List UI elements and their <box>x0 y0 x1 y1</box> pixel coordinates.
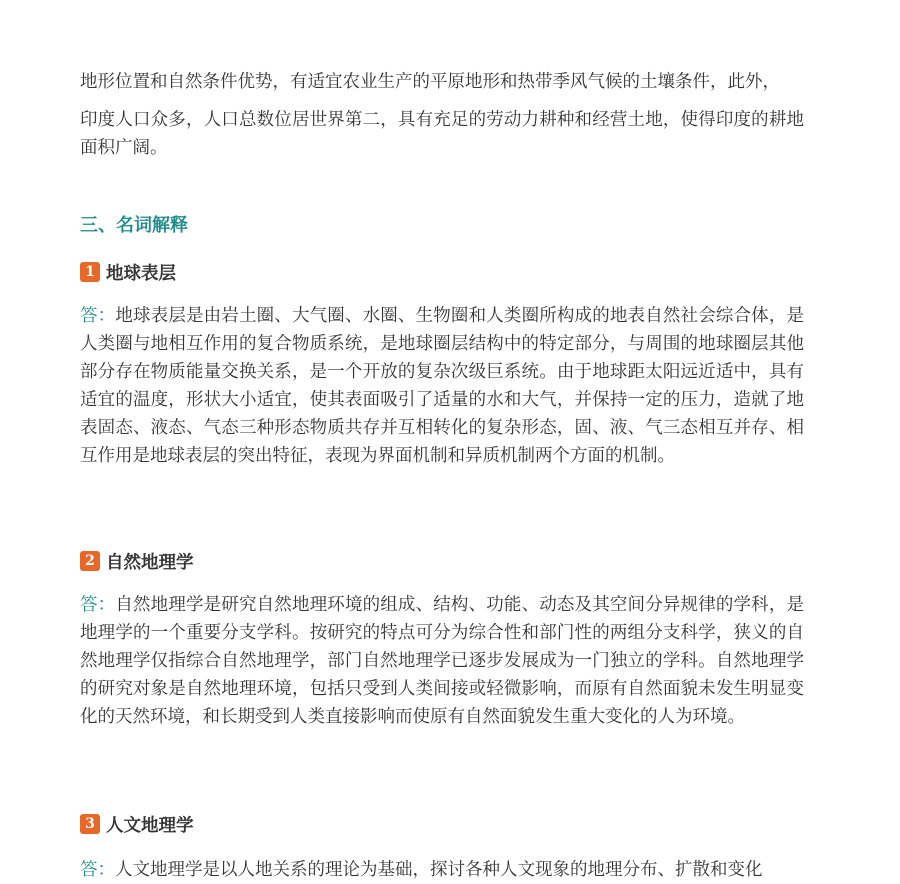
number-badge: 3 <box>80 814 100 834</box>
term-heading <box>80 258 804 286</box>
term-title: 人文地理学 <box>106 815 194 836</box>
clipped-text-line: 地形位置和自然条件优势，有适宜农业生产的平原地形和热带季风气候的土壤条件，此外， <box>80 72 780 92</box>
term-block-2 <box>80 547 804 731</box>
answer-label: 答： <box>80 595 116 615</box>
answer-text: 自然地理学是研究自然地理环境的组成、结构、功能、动态及其空间分异规律的学科，是地理学的一个重要分支学科。按研究的特点可分为综合性和部门性的两组分支科学，狭义的自然地理学仅指综合自然地理学，部门自然地理学已逐步发展成为一门独立的学科。自然地理学的研究对象是自然地理环境，包括只受到人类间接或轻微影响，而原有自然面貌未发生明显变化的天然环境，和长期受到人类直接影响而使原有自然面貌发生重大变化的人为环境。 <box>80 595 805 727</box>
term-block-3 <box>80 810 804 838</box>
answer-label: 答： <box>80 860 115 880</box>
answer-text: 地球表层是由岩土圈、大气圈、水圈、生物圈和人类圈所构成的地表自然社会综合体，是人类圈与地相互作用的复合物质系统，是地球圈层结构中的特定部分，与周围的地球圈层其他部分存在物质能量交换关系，是一个开放的复杂次级巨系统。由于地球距太阳远近适中，具有适宜的温度，形状大小适宜，使其表面吸引了适量的水和大气，并保持一定的压力，造就了地表固态、液态、气态三种形态物质共存并互相转化的复杂形态，固、液、气三态相互并存、相互作用是地球表层的突出特征，表现为界面机制和异质机制两个方面的机制。 <box>80 306 805 466</box>
term-answer <box>80 302 804 470</box>
intro-paragraph: 印度人口众多，人口总数位居世界第二，具有充足的劳动力耕种和经营土地，使得印度的耕地面积广阔。 <box>80 110 804 158</box>
number-badge: 1 <box>80 262 100 282</box>
number-badge: 2 <box>80 551 100 571</box>
term-heading <box>80 810 804 838</box>
clipped-answer-line <box>80 856 804 880</box>
section-title: 三、名词解释 <box>80 215 188 236</box>
answer-text: 人文地理学是以人地关系的理论为基础，探讨各种人文现象的地理分布、扩散和变化 <box>115 860 763 880</box>
term-heading <box>80 547 804 575</box>
answer-label: 答： <box>80 306 116 326</box>
term-block-1 <box>80 258 804 470</box>
term-answer <box>80 591 804 731</box>
term-title: 自然地理学 <box>106 552 194 573</box>
term-title: 地球表层 <box>106 263 176 284</box>
